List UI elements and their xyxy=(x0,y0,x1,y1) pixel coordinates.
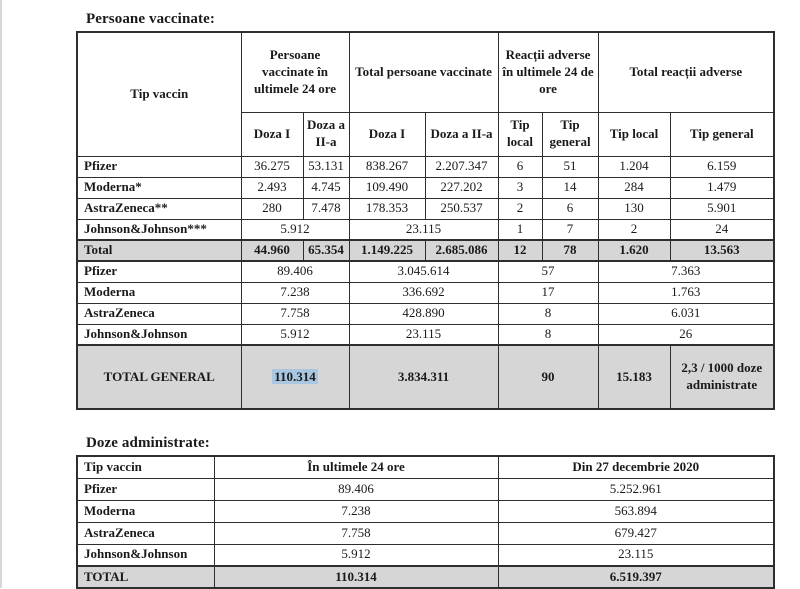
row-label: Pfizer xyxy=(77,156,241,177)
table-row-astrazeneca-detail xyxy=(77,198,774,219)
vaccinated-persons-table xyxy=(76,31,775,410)
table-row-johnson xyxy=(77,544,774,566)
cell-doses-total-merged: 3.834.311 xyxy=(349,345,498,409)
header-ultimele-24-ore: În ultimele 24 ore xyxy=(214,456,498,478)
cell-local-24h: 1 xyxy=(498,219,542,240)
cell-doses-24h-merged: 7.238 xyxy=(241,282,349,303)
cell-doza2-24h: 53.131 xyxy=(303,156,349,177)
table-row-johnson-summary xyxy=(77,324,774,345)
row-label: Pfizer xyxy=(77,261,241,282)
cell-local-24h: 12 xyxy=(498,240,542,261)
cell-local-total: 2 xyxy=(598,219,670,240)
subheader-tip-local-total: Tip local xyxy=(598,112,670,156)
cell-local-24h: 6 xyxy=(498,156,542,177)
cell-doses-24h-merged: 5.912 xyxy=(241,219,349,240)
cell-adverse-24h-merged: 90 xyxy=(498,345,598,409)
table-row-pfizer-detail xyxy=(77,156,774,177)
cell-since: 23.115 xyxy=(498,544,774,566)
cell-general-24h: 51 xyxy=(542,156,598,177)
section-persoane-vaccinate xyxy=(76,11,773,410)
cell-local-total: 284 xyxy=(598,177,670,198)
cell-local-total: 130 xyxy=(598,198,670,219)
cell-doses-24h-merged: 89.406 xyxy=(241,261,349,282)
cell-general-total: 13.563 xyxy=(670,240,774,261)
cell-general-24h: 78 xyxy=(542,240,598,261)
row-label: Total xyxy=(77,240,241,261)
cell-adverse-total-merged: 7.363 xyxy=(598,261,774,282)
subheader-tip-general-24h: Tip general xyxy=(542,112,598,156)
header-tip-vaccin: Tip vaccin xyxy=(77,456,214,478)
cell-since: 563.894 xyxy=(498,500,774,522)
cell-doza1-total: 838.267 xyxy=(349,156,425,177)
header-vaccinated-24h: Persoane vaccinate în ultimele 24 ore xyxy=(241,32,349,112)
row-label: Johnson&Johnson xyxy=(77,544,214,566)
subheader-doza1-total: Doza I xyxy=(349,112,425,156)
row-label: AstraZeneca** xyxy=(77,198,241,219)
cell-since: 5.252.961 xyxy=(498,478,774,500)
cell-24h: 5.912 xyxy=(214,544,498,566)
cell-doza1-24h: 2.493 xyxy=(241,177,303,198)
cell-general-24h: 6 xyxy=(542,198,598,219)
cell-since: 6.519.397 xyxy=(498,566,774,588)
cell-doza2-total: 2.685.086 xyxy=(425,240,498,261)
cell-doses-total-merged: 3.045.614 xyxy=(349,261,498,282)
header-total-adverse: Total reacții adverse xyxy=(598,32,774,112)
cell-general-24h: 14 xyxy=(542,177,598,198)
row-label: AstraZeneca xyxy=(77,522,214,544)
row-label: Johnson&Johnson*** xyxy=(77,219,241,240)
row-label: Pfizer xyxy=(77,478,214,500)
cell-24h: 7.758 xyxy=(214,522,498,544)
row-label: TOTAL xyxy=(77,566,214,588)
cell-local-24h: 3 xyxy=(498,177,542,198)
cell-doses-total-merged: 428.890 xyxy=(349,303,498,324)
cell-doses-24h-merged: 7.758 xyxy=(241,303,349,324)
subheader-tip-general-total: Tip general xyxy=(670,112,774,156)
cell-doza2-total: 250.537 xyxy=(425,198,498,219)
table-row-total xyxy=(77,240,774,261)
cell-doza1-total: 109.490 xyxy=(349,177,425,198)
subheader-doza2-total: Doza a II-a xyxy=(425,112,498,156)
section-title-doze-administrate: Doze administrate: xyxy=(86,435,210,451)
cell-adverse-total-merged: 26 xyxy=(598,324,774,345)
cell-local-total: 1.620 xyxy=(598,240,670,261)
cell-doses-total-merged: 23.115 xyxy=(349,324,498,345)
cell-doses-24h-merged xyxy=(241,345,349,409)
header-adverse-24h: Reacții adverse în ultimele 24 de ore xyxy=(498,32,598,112)
cell-doza2-24h: 7.478 xyxy=(303,198,349,219)
selected-text-highlight: 110.314 xyxy=(274,368,316,384)
table-row-johnson-detail xyxy=(77,219,774,240)
row-label: AstraZeneca xyxy=(77,303,241,324)
row-label: Johnson&Johnson xyxy=(77,324,241,345)
cell-doses-total-merged: 336.692 xyxy=(349,282,498,303)
cell-24h: 110.314 xyxy=(214,566,498,588)
cell-local-total: 1.204 xyxy=(598,156,670,177)
cell-doza2-24h: 65.354 xyxy=(303,240,349,261)
table-row-moderna xyxy=(77,500,774,522)
cell-local-24h: 2 xyxy=(498,198,542,219)
administered-doses-table xyxy=(76,455,775,589)
table-header-row xyxy=(77,456,774,478)
cell-doza1-total: 1.149.225 xyxy=(349,240,425,261)
cell-adverse-total-merged: 1.763 xyxy=(598,282,774,303)
table-row-total xyxy=(77,566,774,588)
table-row-moderna-detail xyxy=(77,177,774,198)
table-header-row-groups xyxy=(77,32,774,112)
header-tip-vaccin: Tip vaccin xyxy=(77,32,241,156)
cell-adverse-24h-merged: 17 xyxy=(498,282,598,303)
cell-doses-24h-merged: 5.912 xyxy=(241,324,349,345)
row-label: Moderna xyxy=(77,500,214,522)
report-content xyxy=(76,11,773,589)
cell-since: 679.427 xyxy=(498,522,774,544)
cell-general-total: 5.901 xyxy=(670,198,774,219)
cell-doza2-total: 2.207.347 xyxy=(425,156,498,177)
row-label: Moderna* xyxy=(77,177,241,198)
cell-24h: 89.406 xyxy=(214,478,498,500)
table-row-pfizer xyxy=(77,478,774,500)
row-label: TOTAL GENERAL xyxy=(77,345,241,409)
cell-general-total: 6.159 xyxy=(670,156,774,177)
subheader-tip-local-24h: Tip local xyxy=(498,112,542,156)
cell-doza2-total: 227.202 xyxy=(425,177,498,198)
cell-doza1-24h: 36.275 xyxy=(241,156,303,177)
cell-adverse-general-total: 2,3 / 1000 doze administrate xyxy=(670,345,774,409)
cell-general-24h: 7 xyxy=(542,219,598,240)
row-label: Moderna xyxy=(77,282,241,303)
table-row-astrazeneca-summary xyxy=(77,303,774,324)
cell-adverse-24h-merged: 8 xyxy=(498,324,598,345)
cell-doses-total-merged: 23.115 xyxy=(349,219,498,240)
cell-adverse-total-merged: 6.031 xyxy=(598,303,774,324)
table-row-astrazeneca xyxy=(77,522,774,544)
cell-general-total: 24 xyxy=(670,219,774,240)
cell-doza1-total: 178.353 xyxy=(349,198,425,219)
cell-doza1-24h: 44.960 xyxy=(241,240,303,261)
table-row-moderna-summary xyxy=(77,282,774,303)
cell-24h: 7.238 xyxy=(214,500,498,522)
section-title-persoane-vaccinate: Persoane vaccinate: xyxy=(86,11,215,27)
cell-doza1-24h: 280 xyxy=(241,198,303,219)
page-left-edge xyxy=(0,0,2,588)
subheader-doza1-24h: Doza I xyxy=(241,112,303,156)
header-din-27-decembrie: Din 27 decembrie 2020 xyxy=(498,456,774,478)
table-row-pfizer-summary xyxy=(77,261,774,282)
section-doze-administrate xyxy=(76,435,773,589)
cell-general-total: 1.479 xyxy=(670,177,774,198)
cell-adverse-24h-merged: 57 xyxy=(498,261,598,282)
cell-adverse-24h-merged: 8 xyxy=(498,303,598,324)
table-row-total-general xyxy=(77,345,774,409)
cell-adverse-local-total: 15.183 xyxy=(598,345,670,409)
subheader-doza2-24h: Doza a II-a xyxy=(303,112,349,156)
cell-doza2-24h: 4.745 xyxy=(303,177,349,198)
header-total-vaccinated: Total persoane vaccinate xyxy=(349,32,498,112)
